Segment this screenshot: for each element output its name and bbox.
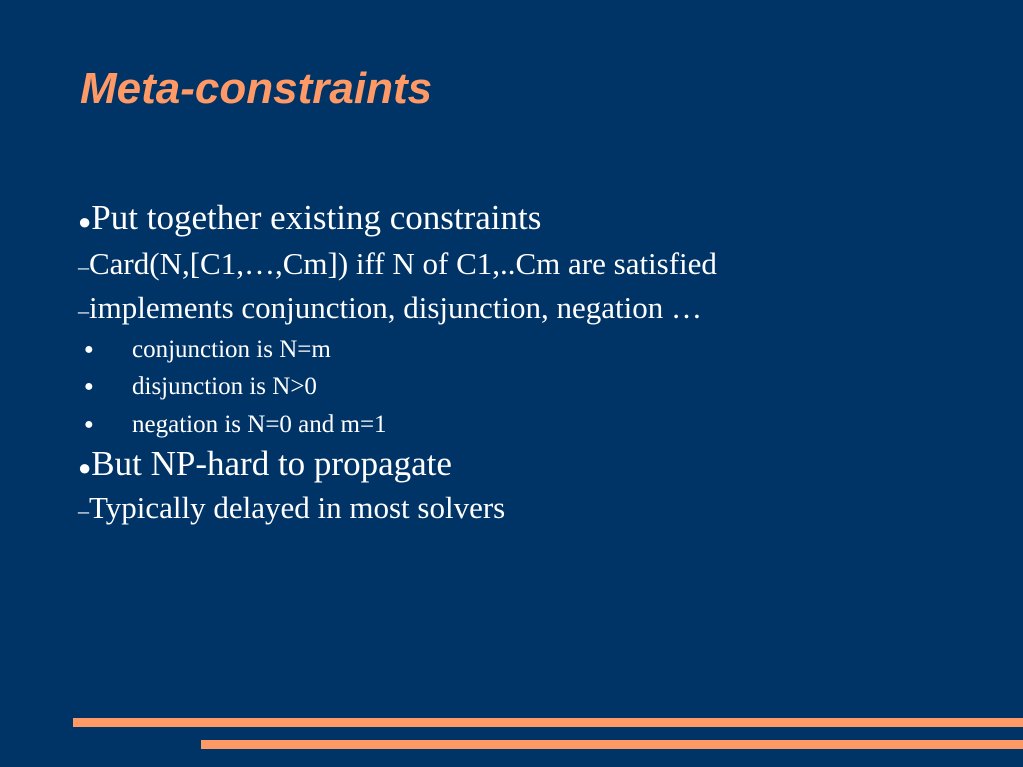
dash-marker: – xyxy=(78,254,89,279)
bullet-marker: ● xyxy=(78,209,92,234)
decorative-bar-bottom xyxy=(201,740,1023,749)
bullet-marker: ● xyxy=(84,416,94,433)
bullet-marker: ● xyxy=(78,455,92,480)
bullet-text: conjunction is N=m xyxy=(132,336,331,363)
bullet-marker: ● xyxy=(84,378,94,395)
dash-marker: – xyxy=(78,298,89,323)
bullet-level3 xyxy=(78,335,331,365)
bullet-level3 xyxy=(78,410,387,440)
bullet-level2 xyxy=(78,290,702,329)
bullet-text: implements conjunction, disjunction, negation … xyxy=(89,290,703,325)
bullet-text: negation is N=0 and m=1 xyxy=(132,411,387,438)
slide-title: Meta-constraints xyxy=(80,64,433,113)
bullet-text: disjunction is N>0 xyxy=(132,373,317,400)
bullet-text: Put together existing constraints xyxy=(91,198,542,237)
bullet-text: Typically delayed in most solvers xyxy=(89,490,506,525)
bullet-text: Card(N,[C1,…,Cm]) iff N of C1,..Cm are satisfied xyxy=(89,246,717,281)
bullet-level3 xyxy=(78,372,317,402)
bullet-level2 xyxy=(78,490,505,529)
bullet-text: But NP-hard to propagate xyxy=(91,444,452,483)
decorative-bar-top xyxy=(73,718,1023,727)
bullet-level2 xyxy=(78,246,717,285)
bullet-level1 xyxy=(78,444,452,488)
dash-marker: – xyxy=(78,498,89,523)
bullet-level1 xyxy=(78,198,541,242)
bullet-marker: ● xyxy=(84,341,94,358)
